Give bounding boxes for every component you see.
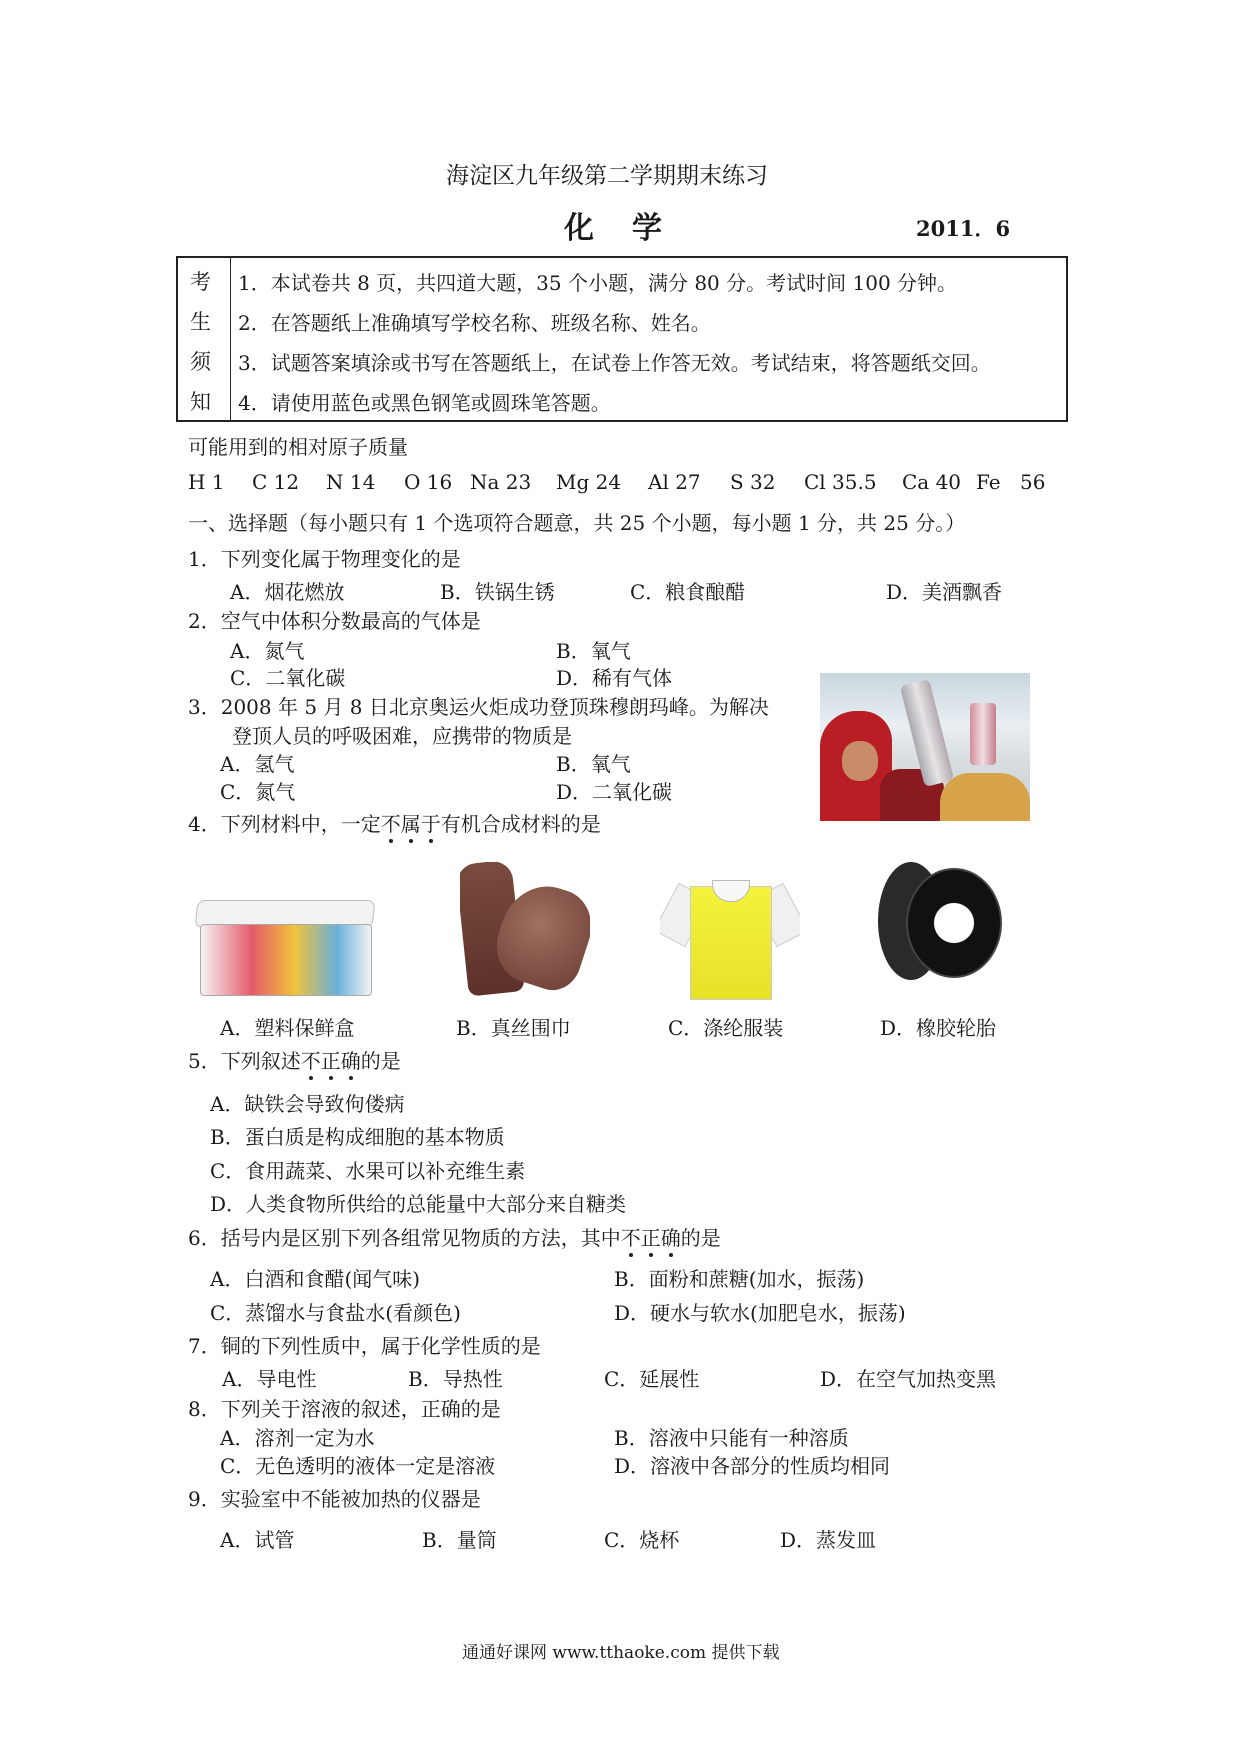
- atomic-mass-item: Na 23: [470, 470, 532, 494]
- question-stem: 登顶人员的呼吸困难，应携带的物质是: [232, 724, 572, 748]
- exam-title: 海淀区九年级第二学期期末练习: [446, 163, 768, 189]
- atomic-mass-item: Ca 40: [902, 470, 962, 494]
- answer-option: B．氧气: [556, 752, 631, 776]
- answer-option: C．食用蔬菜、水果可以补充维生素: [210, 1159, 526, 1183]
- atomic-mass-item: Cl 35.5: [804, 470, 877, 494]
- atomic-mass-item: Al 27: [648, 470, 701, 494]
- atomic-mass-item: Fe: [976, 470, 1001, 494]
- answer-option: D．稀有气体: [556, 666, 673, 690]
- answer-option: C．烧杯: [604, 1528, 680, 1552]
- atomic-mass-item: S 32: [730, 470, 776, 494]
- atomic-mass-item: H 1: [188, 470, 225, 494]
- question-stem: 4．下列材料中，一定不属于有机合成材料的是: [188, 808, 601, 837]
- torch-summit-photo: [820, 673, 1030, 821]
- notice-label-char: 知: [190, 390, 211, 414]
- question-stem: 1．下列变化属于物理变化的是: [188, 547, 461, 571]
- notice-line: 3．试题答案填涂或书写在答题纸上，在试卷上作答无效。考试结束，将答题纸交回。: [238, 351, 991, 375]
- answer-option: B．真丝围巾: [456, 1016, 571, 1040]
- answer-option: C．涤纶服装: [668, 1016, 784, 1040]
- notice-line: 4．请使用蓝色或黑色钢笔或圆珠笔答题。: [238, 391, 611, 415]
- question-stem: 7．铜的下列性质中，属于化学性质的是: [188, 1334, 541, 1358]
- answer-option: D．溶液中各部分的性质均相同: [614, 1454, 891, 1478]
- answer-option: A．缺铁会导致佝偻病: [210, 1092, 405, 1116]
- question-stem: 6．括号内是区别下列各组常见物质的方法，其中不正确的是: [188, 1222, 721, 1251]
- notice-line: 1．本试卷共 8 页，共四道大题，35 个小题，满分 80 分。考试时间 100 分钟。: [238, 271, 958, 295]
- question-stem: 8．下列关于溶液的叙述，正确的是: [188, 1397, 501, 1421]
- answer-option: B．面粉和蔗糖(加水，振荡): [614, 1267, 865, 1291]
- answer-option: B．溶液中只能有一种溶质: [614, 1426, 849, 1450]
- answer-option: B．铁锅生锈: [440, 580, 555, 604]
- answer-option: C．粮食酿醋: [630, 580, 746, 604]
- question-stem: 5．下列叙述不正确的是: [188, 1045, 401, 1074]
- atomic-mass-item: N 14: [326, 470, 376, 494]
- answer-option: B．氧气: [556, 639, 631, 663]
- notice-label-char: 考: [190, 270, 211, 294]
- answer-option: D．人类食物所供给的总能量中大部分来自糖类: [210, 1192, 627, 1216]
- answer-option: C．延展性: [604, 1367, 700, 1391]
- answer-option: B．导热性: [408, 1367, 503, 1391]
- question-stem: 9．实验室中不能被加热的仪器是: [188, 1487, 481, 1511]
- answer-option: A．溶剂一定为水: [220, 1426, 375, 1450]
- rubber-tire-image: [876, 858, 1006, 982]
- answer-option: A．氢气: [220, 752, 295, 776]
- polyester-shirt-image: [660, 862, 800, 1002]
- answer-option: A．导电性: [222, 1367, 317, 1391]
- exam-date: 2011．6: [916, 216, 1011, 241]
- answer-option: D．橡胶轮胎: [880, 1016, 997, 1040]
- answer-option: D．硬水与软水(加肥皂水，振荡): [614, 1301, 906, 1325]
- answer-option: B．蛋白质是构成细胞的基本物质: [210, 1125, 505, 1149]
- answer-option: A．白酒和食醋(闻气味): [210, 1267, 421, 1291]
- answer-option: D．美酒飘香: [886, 580, 1003, 604]
- answer-option: C．二氧化碳: [230, 666, 346, 690]
- atomic-mass-item: Mg 24: [556, 470, 622, 494]
- atomic-mass-item: O 16: [404, 470, 453, 494]
- answer-option: D．在空气加热变黑: [820, 1367, 997, 1391]
- question-stem: 2．空气中体积分数最高的气体是: [188, 609, 481, 633]
- atomic-mass-heading: 可能用到的相对原子质量: [188, 435, 408, 459]
- atomic-mass-item: 56: [1020, 470, 1046, 494]
- answer-option: D．二氧化碳: [556, 780, 673, 804]
- notice-divider: [230, 258, 231, 420]
- footer-text: 通通好课网 www.tthaoke.com 提供下载: [462, 1643, 780, 1663]
- answer-option: B．量筒: [422, 1528, 497, 1552]
- answer-option: A．烟花燃放: [230, 580, 345, 604]
- answer-option: C．氮气: [220, 780, 296, 804]
- notice-label-char: 生: [190, 310, 211, 334]
- subject-title: 化学: [564, 211, 700, 246]
- question-stem: 3．2008 年 5 月 8 日北京奥运火炬成功登顶珠穆朗玛峰。为解决: [188, 695, 769, 719]
- notice-line: 2．在答题纸上准确填写学校名称、班级名称、姓名。: [238, 311, 711, 335]
- answer-option: A．氮气: [230, 639, 305, 663]
- answer-option: C．蒸馏水与食盐水(看颜色): [210, 1301, 461, 1325]
- notice-label-char: 须: [190, 350, 211, 374]
- notice-box: [176, 256, 1068, 422]
- answer-option: C．无色透明的液体一定是溶液: [220, 1454, 496, 1478]
- plastic-container-image: [190, 880, 380, 1000]
- atomic-mass-item: C 12: [252, 470, 300, 494]
- answer-option: A．塑料保鲜盒: [220, 1016, 355, 1040]
- section-heading: 一、选择题（每小题只有 1 个选项符合题意，共 25 个小题，每小题 1 分，共 25 分。）: [188, 511, 966, 535]
- silk-scarf-image: [460, 862, 590, 1002]
- answer-option: D．蒸发皿: [780, 1528, 877, 1552]
- answer-option: A．试管: [220, 1528, 295, 1552]
